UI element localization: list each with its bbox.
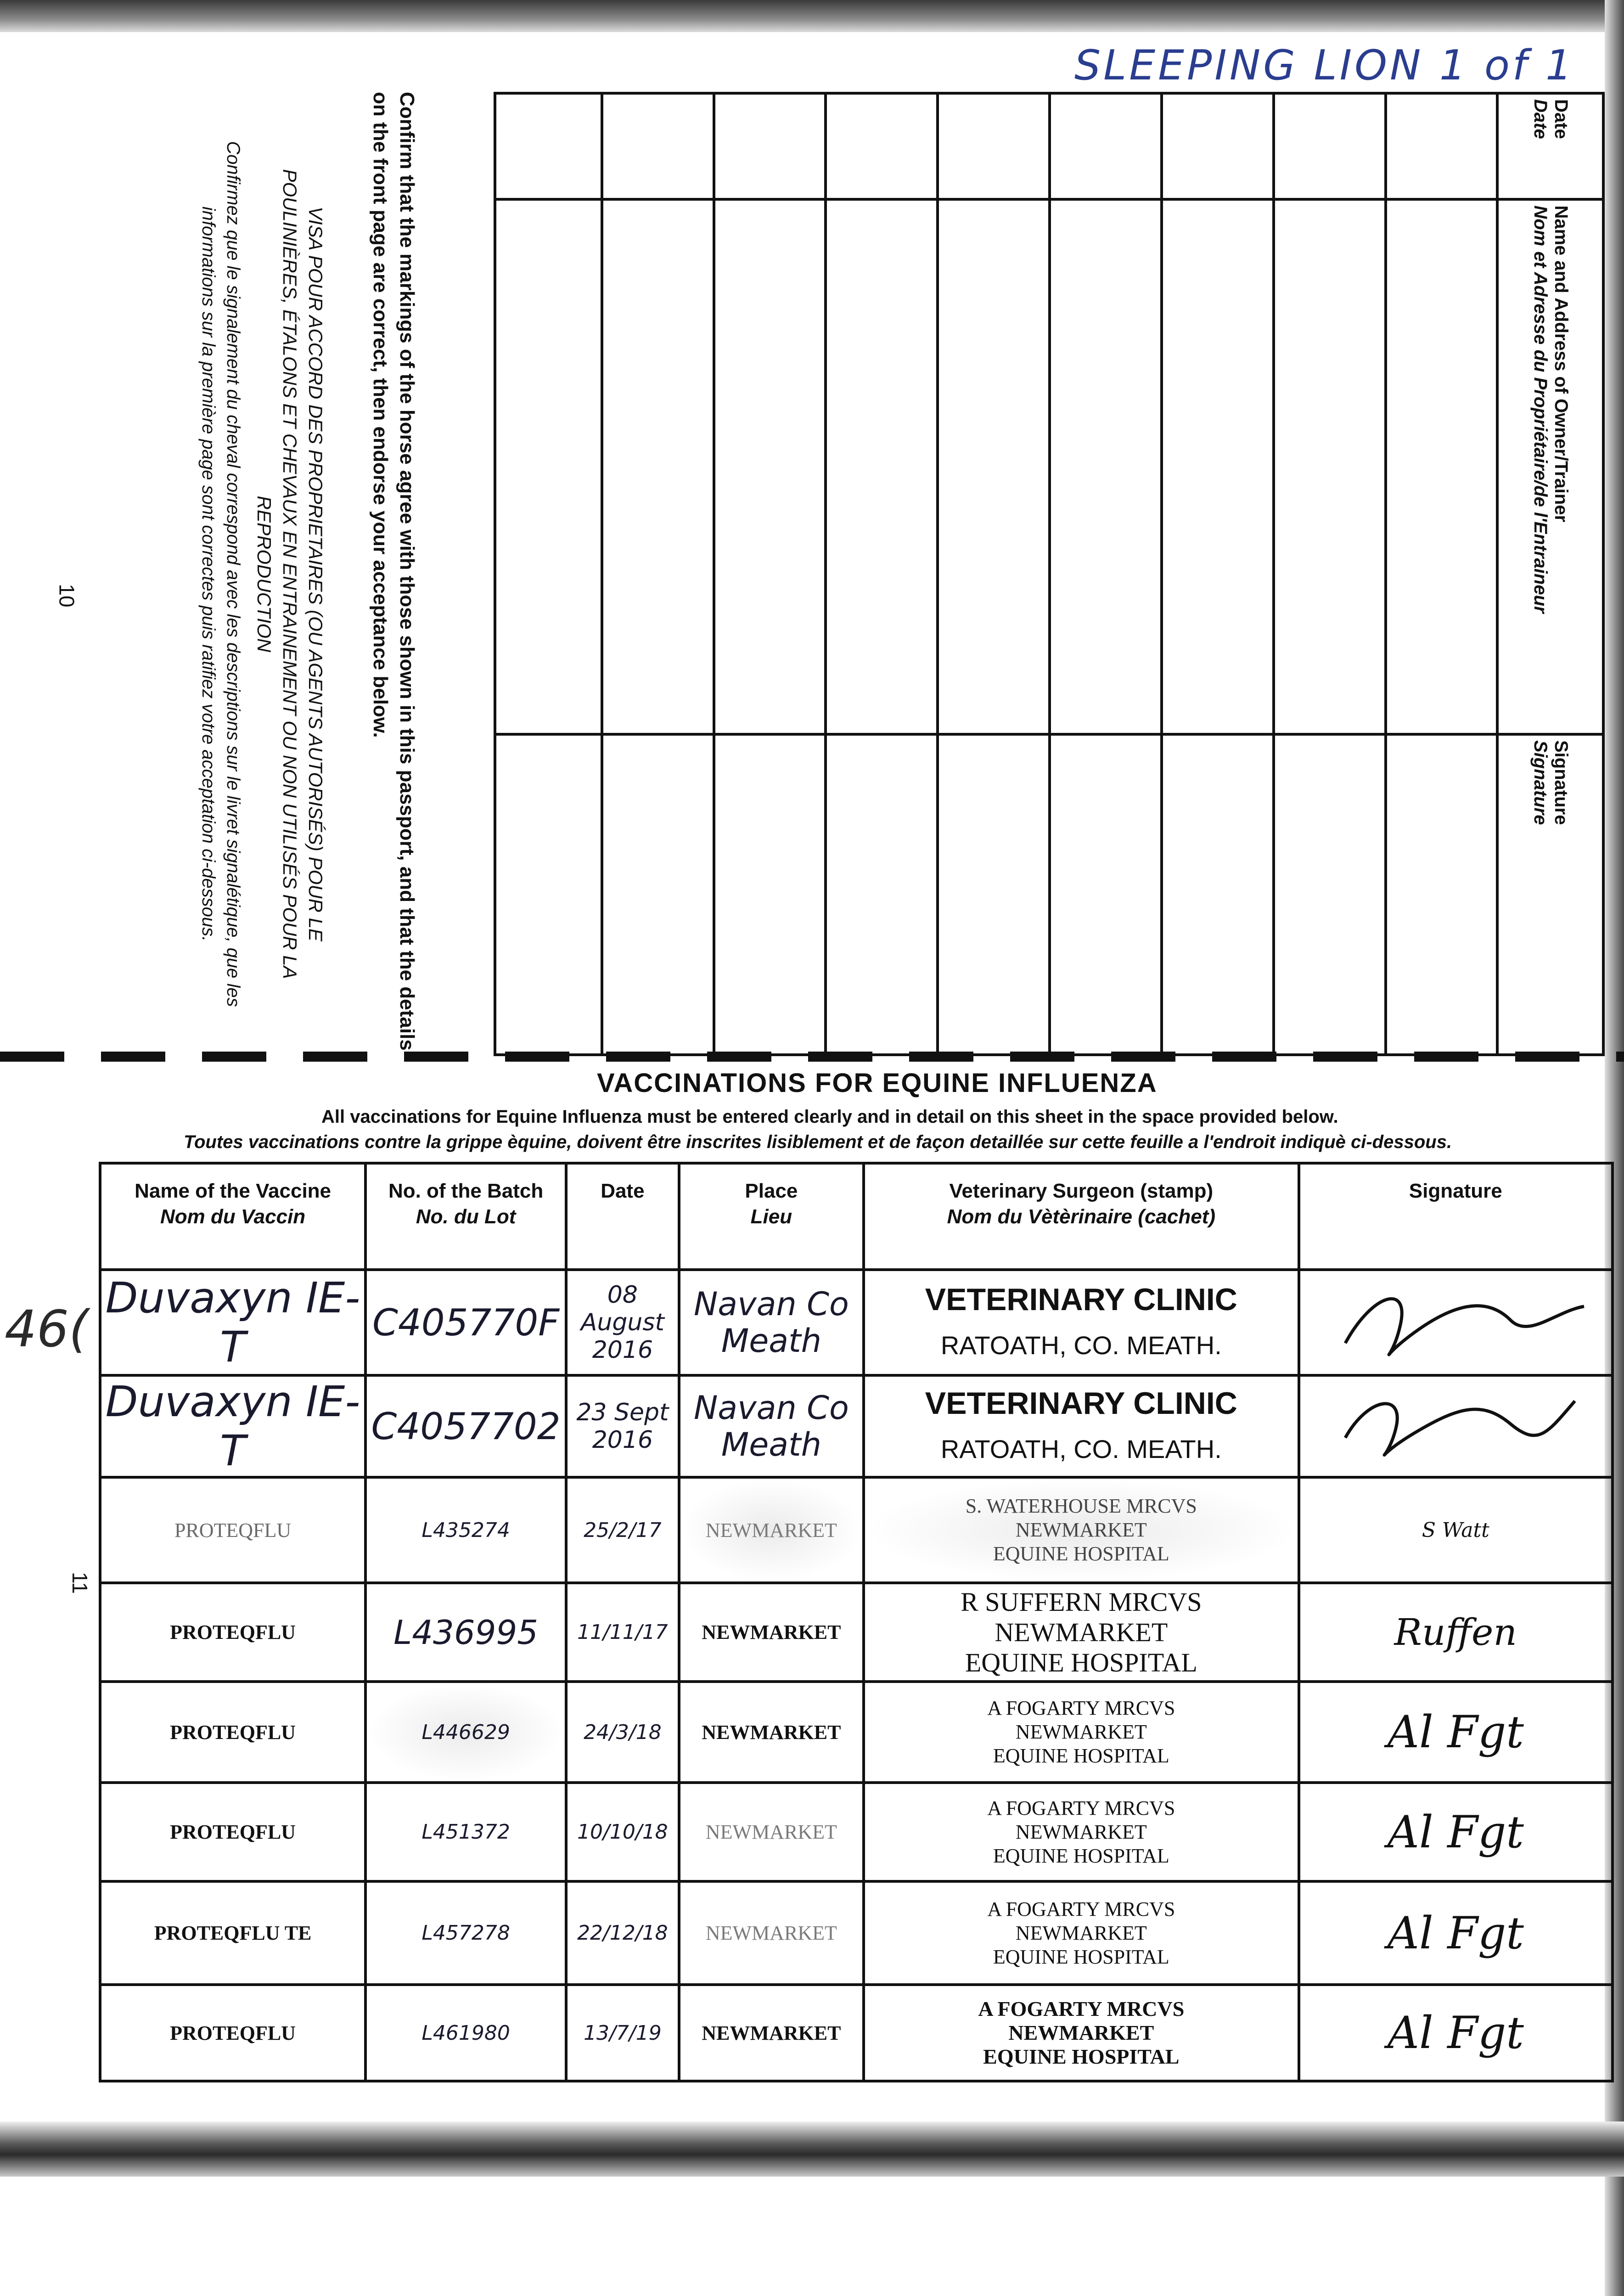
vaccination-date: 13/7/19 [566,1985,679,2081]
batch-number: L461980 [365,1985,566,2081]
name-header-en: Name and Address of Owner/Trainer [1551,205,1571,523]
vaccination-instruction-fr: Toutes vaccinations contre la grippe èquine, doivent être inscrites lisiblement et de façon detaillée sur cette feuille a l'endroit indiquè ci-dessous. [184,1132,1452,1152]
date-header-fr: Date [1530,99,1551,139]
acceptance-signature-header [1497,734,1603,1055]
place-header: Place Lieu [679,1163,864,1270]
vaccination-date: 11/11/17 [566,1583,679,1682]
signature-header: Signature [1299,1163,1613,1270]
vaccine-name: PROTEQFLU [100,1583,365,1682]
date-header-en: Date [1551,99,1571,139]
dashed-separator [0,1052,1624,1062]
confirmez-text: Confirmez que le signalement du cheval correspond avec les descriptions sur le livret signalétique, que les informations sur la première page sont correctes puis ratifiez votre acceptation ci-dessous. [198,141,243,1007]
acceptance-row [938,93,1050,1055]
vet-stamp: A FOGARTY MRCVS NEWMARKET EQUINE HOSPITAL [864,1985,1298,2081]
vet-signature: Al Fgt [1299,1682,1613,1783]
acceptance-row [714,93,826,1055]
acceptance-header-row [1497,93,1603,1055]
header-note: SLEEPING LION 1 of 1 [1074,41,1575,90]
vaccine-name: PROTEQFLU [100,1477,365,1583]
acceptance-row [495,93,602,1055]
vet-stamp: VETERINARY CLINIC RATOATH, CO. MEATH. [864,1375,1298,1477]
vaccination-row [100,1985,1613,2081]
vaccination-date: 22/12/18 [566,1881,679,1985]
vet-stamp: A FOGARTY MRCVS NEWMARKET EQUINE HOSPITAL [864,1881,1298,1985]
vet-header: Veterinary Surgeon (stamp) Nom du Vètèrinaire (cachet) [864,1163,1298,1270]
vet-signature [1299,1270,1613,1375]
confirm-instruction: Confirm that the markings of the horse agree with those shown in this passport, and that the details on the front page are correct, then endorse your acceptance below. [369,92,418,1051]
vaccination-row [100,1583,1613,1682]
vaccination-row [100,1375,1613,1477]
batch-header: No. of the Batch No. du Lot [365,1163,566,1270]
vaccination-header-row [100,1163,1613,1270]
vaccination-date: 10/10/18 [566,1783,679,1881]
vaccination-place: NEWMARKET [679,1682,864,1783]
vet-signature: Ruffen [1299,1583,1613,1682]
vaccine-name: PROTEQFLU [100,1783,365,1881]
signature-scrawl [1318,1274,1593,1366]
acceptance-name-header [1497,199,1603,734]
vet-signature [1299,1375,1613,1477]
acceptance-table [494,92,1605,1056]
vet-signature: Al Fgt [1299,1985,1613,2081]
vet-stamp: VETERINARY CLINIC RATOATH, CO. MEATH. [864,1270,1298,1375]
batch-number: L451372 [365,1783,566,1881]
signature-header-fr: Signature [1530,740,1551,825]
scan-edge-top [0,0,1624,32]
acceptance-row [1162,93,1274,1055]
vet-stamp: S. WATERHOUSE MRCVS NEWMARKET EQUINE HOSPITAL [864,1477,1298,1583]
batch-number: L435274 [365,1477,566,1583]
scan-edge-bottom [0,2122,1624,2177]
acceptance-section [126,92,1605,1056]
acceptance-row [602,93,714,1055]
name-header-fr: Nom et Adresse du Propriétaire/de l'Entraineur [1530,205,1551,613]
vet-stamp: A FOGARTY MRCVS NEWMARKET EQUINE HOSPITAL [864,1783,1298,1881]
vaccination-row [100,1477,1613,1583]
batch-number: L457278 [365,1881,566,1985]
acceptance-row [1050,93,1162,1055]
page-number-top: 10 [55,584,79,608]
vaccination-row [100,1881,1613,1985]
signature-scrawl [1318,1383,1593,1465]
vaccine-header: Name of the Vaccine Nom du Vaccin [100,1163,365,1270]
vaccination-place: NEWMARKET [679,1477,864,1583]
vaccination-date: 23 Sept 2016 [566,1375,679,1477]
vet-stamp: A FOGARTY MRCVS NEWMARKET EQUINE HOSPITAL [864,1682,1298,1783]
acceptance-row [1274,93,1386,1055]
vaccination-place: NEWMARKET [679,1783,864,1881]
vaccination-place: NEWMARKET [679,1881,864,1985]
vaccination-place: NEWMARKET [679,1985,864,2081]
vaccination-date: 25/2/17 [566,1477,679,1583]
vaccine-name: Duvaxyn IE-T [100,1270,365,1375]
vaccination-instruction-en: All vaccinations for Equine Influenza must be entered clearly and in detail on this sheet in the space provided below. [321,1107,1338,1127]
visa-text: VISA POUR ACCORD DES PROPRIETAIRES (OU AGENTS AUTORISÉS) POUR LE POULINIÈRES, ÉTALONS ET CHEVAUX EN ENTRAINEMENT OU NON UTILISÉS POUR LA REPRODUCTION [253,169,326,979]
batch-number: L446629 [365,1682,566,1783]
vaccination-row [100,1682,1613,1783]
acceptance-row [826,93,938,1055]
vet-signature: S Watt [1299,1477,1613,1583]
vaccine-name: Duvaxyn IE-T [100,1375,365,1477]
vaccination-place: Navan Co Meath [679,1270,864,1375]
vaccination-row [100,1270,1613,1375]
vaccination-row [100,1783,1613,1881]
acceptance-date-header [1497,93,1603,199]
batch-number: C405770F [365,1270,566,1375]
vaccine-name: PROTEQFLU [100,1985,365,2081]
vet-stamp: R SUFFERN MRCVS NEWMARKET EQUINE HOSPITAL [864,1583,1298,1682]
vaccination-date: 24/3/18 [566,1682,679,1783]
vet-signature: Al Fgt [1299,1881,1613,1985]
page-number-bottom: 11 [67,1572,92,1594]
vaccination-place: Navan Co Meath [679,1375,864,1477]
vet-signature: Al Fgt [1299,1783,1613,1881]
acceptance-rotated [126,92,1605,1056]
signature-header-en: Signature [1551,740,1571,825]
acceptance-row [1386,93,1498,1055]
vaccination-place: NEWMARKET [679,1583,864,1682]
vaccine-name: PROTEQFLU TE [100,1881,365,1985]
vaccination-title: VACCINATIONS FOR EQUINE INFLUENZA [592,1068,1162,1098]
batch-number: L436995 [365,1583,566,1682]
vaccination-table [99,1162,1614,2082]
margin-mark: 46( [5,1300,89,1358]
vaccine-name: PROTEQFLU [100,1682,365,1783]
vaccination-date: 08 August 2016 [566,1270,679,1375]
batch-number: C4057702 [365,1375,566,1477]
date-header: Date [566,1163,679,1270]
